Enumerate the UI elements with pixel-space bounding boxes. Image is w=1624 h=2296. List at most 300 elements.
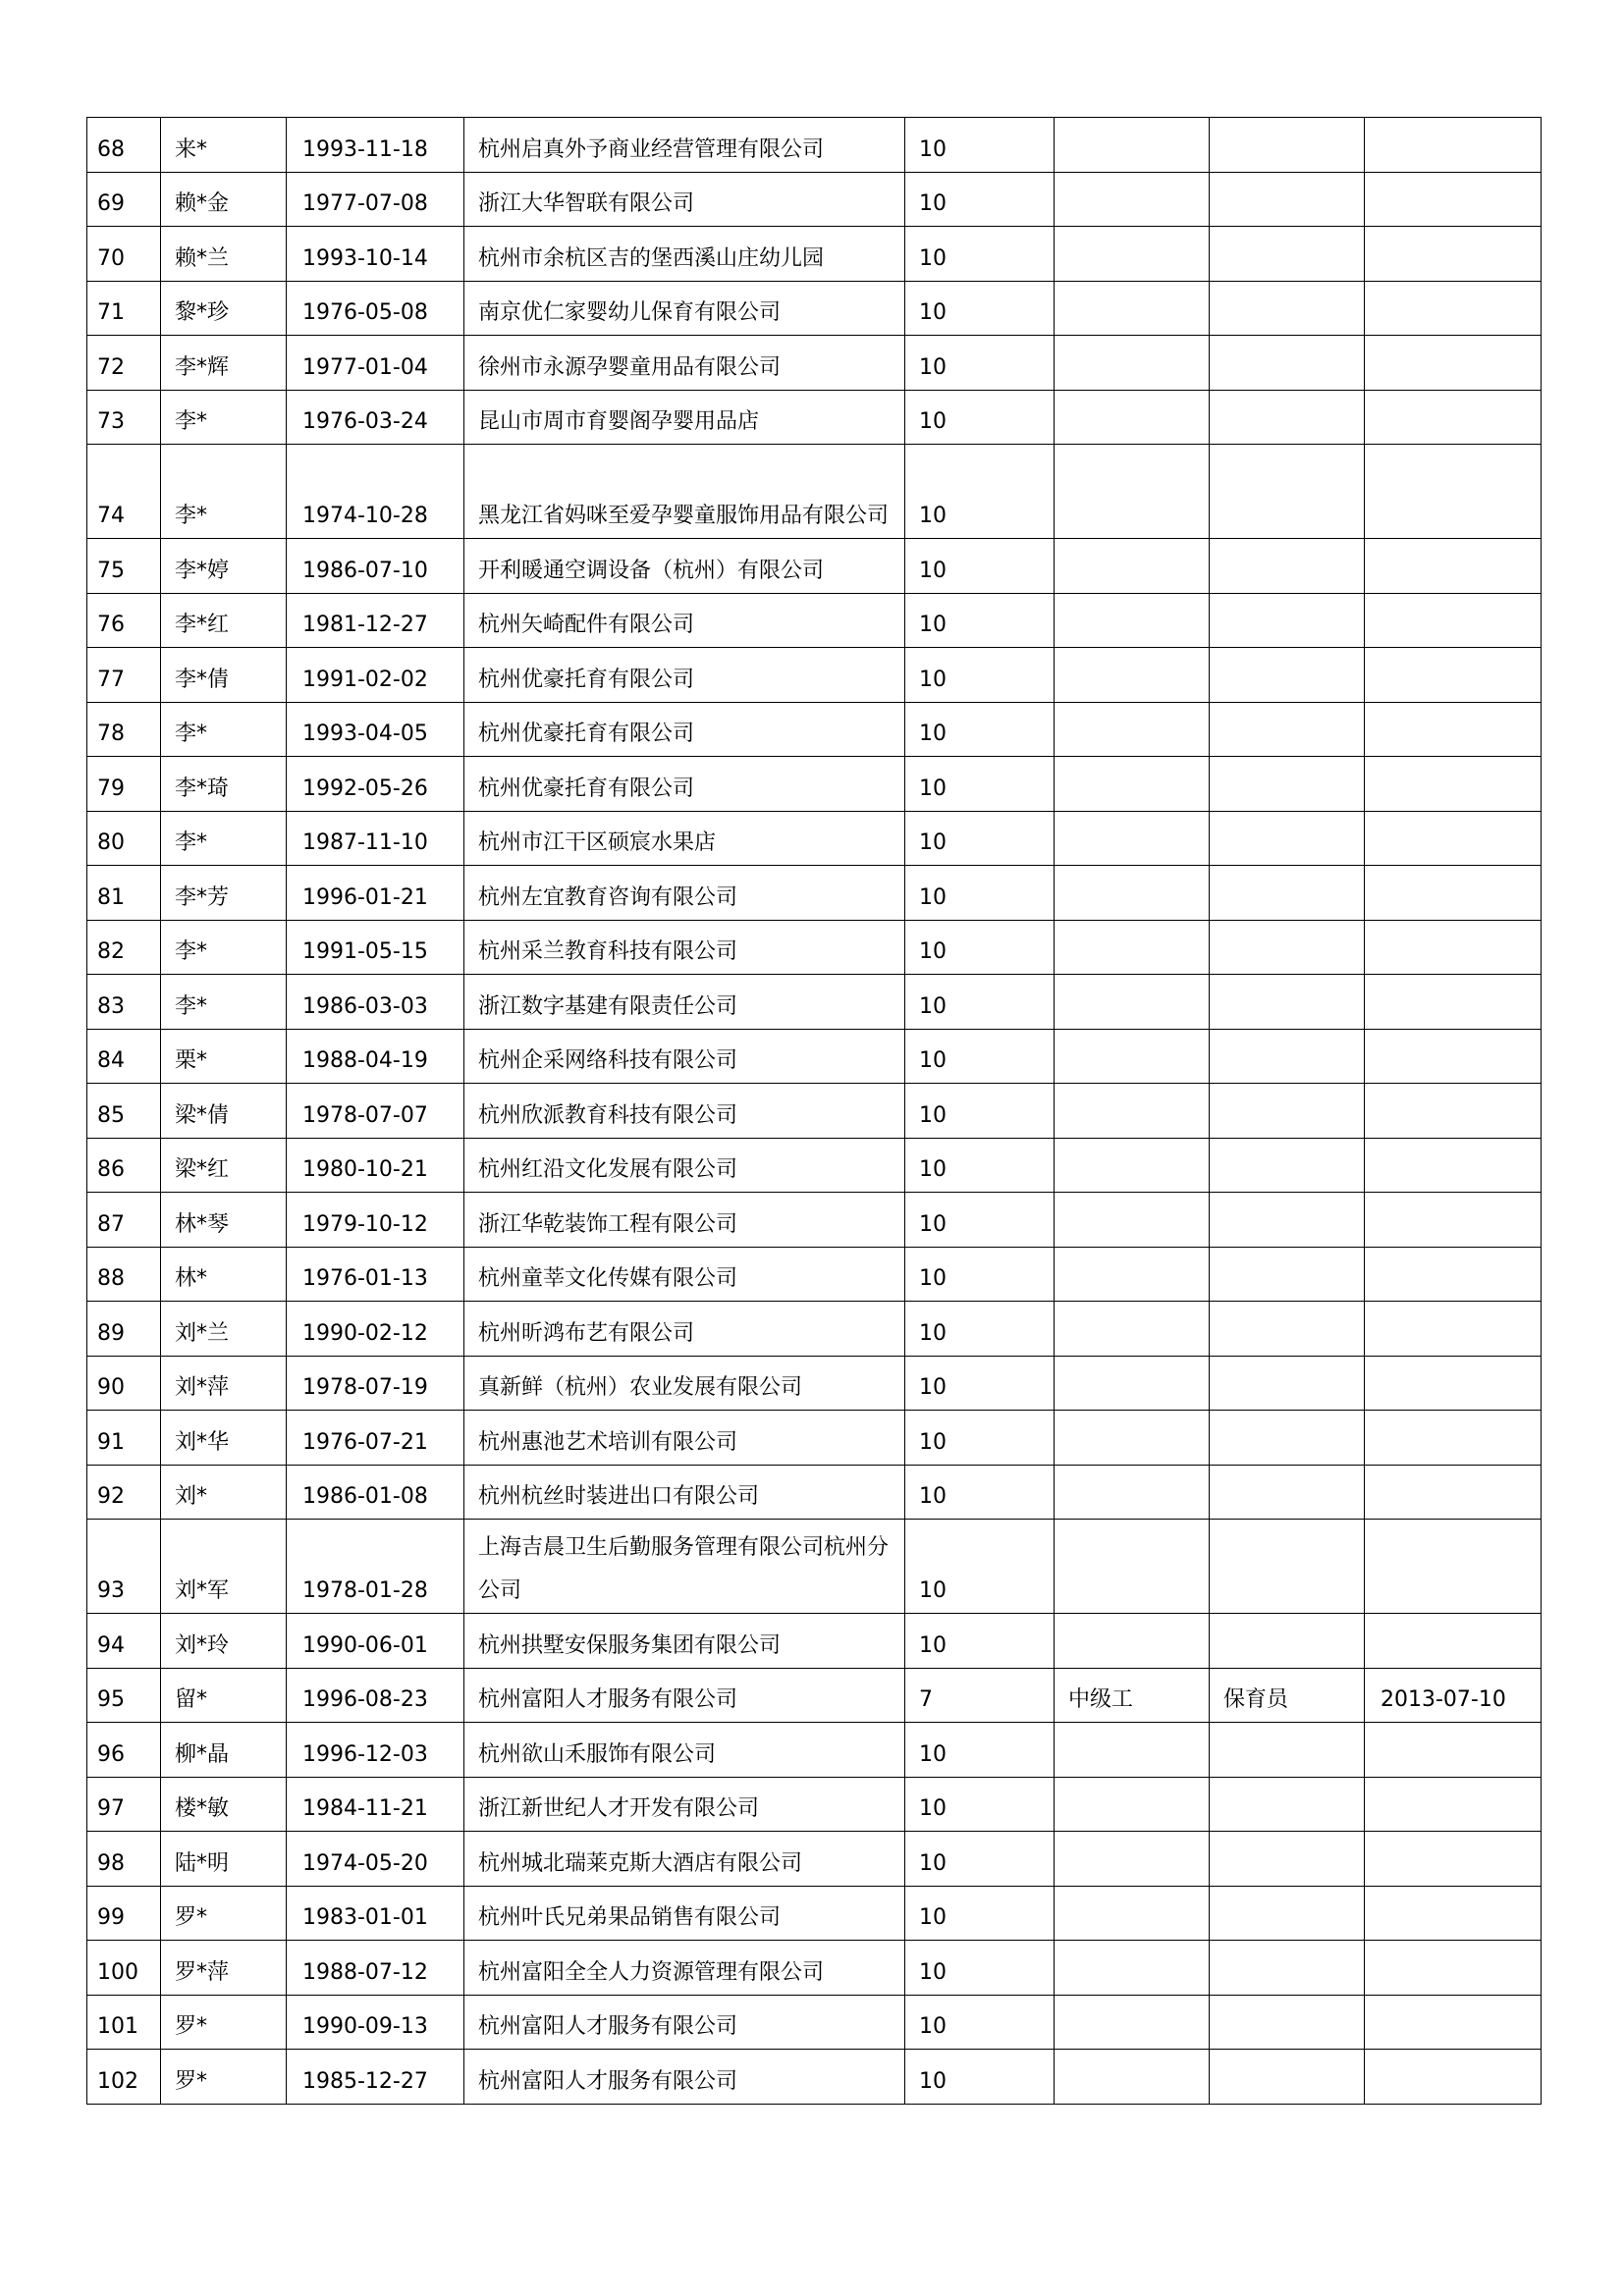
cell-birth-date: 1988-07-12 bbox=[287, 1941, 464, 1996]
cell-skill-level bbox=[1055, 1084, 1210, 1139]
cell-serial-number: 102 bbox=[87, 2050, 161, 2105]
cell-name: 柳*晶 bbox=[161, 1723, 287, 1778]
cell-occupation bbox=[1210, 593, 1365, 648]
table-row bbox=[87, 1084, 1542, 1139]
cell-serial-number: 74 bbox=[87, 445, 161, 539]
cell-company: 杭州昕鸿布艺有限公司 bbox=[464, 1302, 905, 1357]
cell-birth-date: 1978-07-19 bbox=[287, 1356, 464, 1411]
table-row bbox=[87, 1520, 1542, 1614]
table-row bbox=[87, 1029, 1542, 1084]
cell-occupation bbox=[1210, 1941, 1365, 1996]
table-row bbox=[87, 1302, 1542, 1357]
cell-birth-date: 1984-11-21 bbox=[287, 1777, 464, 1832]
table-row bbox=[87, 539, 1542, 594]
cell-company: 杭州启真外予商业经营管理有限公司 bbox=[464, 118, 905, 173]
cell-birth-date: 1991-05-15 bbox=[287, 920, 464, 975]
cell-birth-date: 1980-10-21 bbox=[287, 1138, 464, 1193]
cell-birth-date: 1990-06-01 bbox=[287, 1614, 464, 1669]
cell-serial-number: 95 bbox=[87, 1668, 161, 1723]
table-row bbox=[87, 172, 1542, 227]
cell-name: 刘*玲 bbox=[161, 1614, 287, 1669]
cell-skill-level bbox=[1055, 702, 1210, 757]
cell-birth-date: 1979-10-12 bbox=[287, 1193, 464, 1248]
cell-serial-number: 83 bbox=[87, 975, 161, 1030]
cell-skill-level bbox=[1055, 1247, 1210, 1302]
cell-birth-date: 1988-04-19 bbox=[287, 1029, 464, 1084]
table-row bbox=[87, 227, 1542, 282]
table-row bbox=[87, 336, 1542, 391]
cell-score: 10 bbox=[905, 539, 1055, 594]
cell-serial-number: 79 bbox=[87, 757, 161, 812]
cell-skill-level bbox=[1055, 1614, 1210, 1669]
cell-score: 10 bbox=[905, 227, 1055, 282]
cell-name: 李*婷 bbox=[161, 539, 287, 594]
cell-birth-date: 1993-10-14 bbox=[287, 227, 464, 282]
cell-skill-level bbox=[1055, 1832, 1210, 1887]
cell-score: 10 bbox=[905, 336, 1055, 391]
cell-skill-level bbox=[1055, 1723, 1210, 1778]
cell-occupation bbox=[1210, 866, 1365, 921]
table-row bbox=[87, 2050, 1542, 2105]
cell-name: 李*芳 bbox=[161, 866, 287, 921]
cell-occupation bbox=[1210, 1029, 1365, 1084]
cell-name: 留* bbox=[161, 1668, 287, 1723]
cell-certificate-date bbox=[1365, 1411, 1542, 1466]
cell-name: 刘*华 bbox=[161, 1411, 287, 1466]
table-row bbox=[87, 281, 1542, 336]
cell-name: 李*红 bbox=[161, 593, 287, 648]
cell-occupation bbox=[1210, 2050, 1365, 2105]
cell-occupation bbox=[1210, 1465, 1365, 1520]
cell-certificate-date bbox=[1365, 1302, 1542, 1357]
cell-score: 10 bbox=[905, 757, 1055, 812]
cell-serial-number: 96 bbox=[87, 1723, 161, 1778]
cell-birth-date: 1974-10-28 bbox=[287, 445, 464, 539]
cell-birth-date: 1986-07-10 bbox=[287, 539, 464, 594]
cell-birth-date: 1996-08-23 bbox=[287, 1668, 464, 1723]
cell-skill-level: 中级工 bbox=[1055, 1668, 1210, 1723]
cell-company: 杭州矢崎配件有限公司 bbox=[464, 593, 905, 648]
cell-certificate-date bbox=[1365, 1138, 1542, 1193]
cell-serial-number: 70 bbox=[87, 227, 161, 282]
cell-certificate-date bbox=[1365, 539, 1542, 594]
cell-certificate-date bbox=[1365, 702, 1542, 757]
cell-occupation bbox=[1210, 336, 1365, 391]
table-row bbox=[87, 1356, 1542, 1411]
cell-certificate-date bbox=[1365, 390, 1542, 445]
cell-certificate-date bbox=[1365, 2050, 1542, 2105]
cell-company: 杭州欣派教育科技有限公司 bbox=[464, 1084, 905, 1139]
cell-certificate-date bbox=[1365, 445, 1542, 539]
cell-company: 杭州红沿文化发展有限公司 bbox=[464, 1138, 905, 1193]
cell-skill-level bbox=[1055, 1029, 1210, 1084]
cell-score: 10 bbox=[905, 1941, 1055, 1996]
cell-birth-date: 1991-02-02 bbox=[287, 648, 464, 703]
cell-score: 10 bbox=[905, 390, 1055, 445]
cell-certificate-date bbox=[1365, 172, 1542, 227]
cell-company: 南京优仁家婴幼儿保育有限公司 bbox=[464, 281, 905, 336]
cell-skill-level bbox=[1055, 118, 1210, 173]
cell-name: 李* bbox=[161, 390, 287, 445]
cell-company: 杭州优豪托育有限公司 bbox=[464, 702, 905, 757]
cell-certificate-date bbox=[1365, 118, 1542, 173]
cell-birth-date: 1990-02-12 bbox=[287, 1302, 464, 1357]
cell-birth-date: 1978-07-07 bbox=[287, 1084, 464, 1139]
cell-occupation: 保育员 bbox=[1210, 1668, 1365, 1723]
cell-birth-date: 1986-03-03 bbox=[287, 975, 464, 1030]
cell-occupation bbox=[1210, 1777, 1365, 1832]
cell-birth-date: 1976-01-13 bbox=[287, 1247, 464, 1302]
table-row bbox=[87, 1614, 1542, 1669]
cell-certificate-date bbox=[1365, 1356, 1542, 1411]
cell-certificate-date: 2013-07-10 bbox=[1365, 1668, 1542, 1723]
cell-certificate-date bbox=[1365, 1084, 1542, 1139]
cell-birth-date: 1981-12-27 bbox=[287, 593, 464, 648]
cell-birth-date: 1976-07-21 bbox=[287, 1411, 464, 1466]
cell-skill-level bbox=[1055, 920, 1210, 975]
cell-occupation bbox=[1210, 1614, 1365, 1669]
cell-skill-level bbox=[1055, 1356, 1210, 1411]
cell-score: 10 bbox=[905, 1302, 1055, 1357]
cell-certificate-date bbox=[1365, 1193, 1542, 1248]
cell-score: 10 bbox=[905, 1614, 1055, 1669]
cell-name: 赖*金 bbox=[161, 172, 287, 227]
cell-birth-date: 1996-01-21 bbox=[287, 866, 464, 921]
cell-score: 10 bbox=[905, 1193, 1055, 1248]
cell-name: 李* bbox=[161, 445, 287, 539]
cell-company: 杭州富阳人才服务有限公司 bbox=[464, 1668, 905, 1723]
cell-name: 李* bbox=[161, 920, 287, 975]
cell-company: 杭州采兰教育科技有限公司 bbox=[464, 920, 905, 975]
cell-skill-level bbox=[1055, 1302, 1210, 1357]
cell-company: 浙江华乾装饰工程有限公司 bbox=[464, 1193, 905, 1248]
cell-score: 10 bbox=[905, 975, 1055, 1030]
cell-name: 李*倩 bbox=[161, 648, 287, 703]
cell-score: 10 bbox=[905, 2050, 1055, 2105]
cell-birth-date: 1977-01-04 bbox=[287, 336, 464, 391]
cell-skill-level bbox=[1055, 227, 1210, 282]
cell-serial-number: 90 bbox=[87, 1356, 161, 1411]
table-row bbox=[87, 648, 1542, 703]
cell-skill-level bbox=[1055, 1520, 1210, 1614]
cell-name: 刘* bbox=[161, 1465, 287, 1520]
cell-occupation bbox=[1210, 975, 1365, 1030]
table-row bbox=[87, 811, 1542, 866]
cell-skill-level bbox=[1055, 1995, 1210, 2050]
table-row bbox=[87, 118, 1542, 173]
cell-certificate-date bbox=[1365, 227, 1542, 282]
cell-score: 10 bbox=[905, 1465, 1055, 1520]
cell-birth-date: 1985-12-27 bbox=[287, 2050, 464, 2105]
cell-serial-number: 92 bbox=[87, 1465, 161, 1520]
cell-occupation bbox=[1210, 1520, 1365, 1614]
cell-serial-number: 84 bbox=[87, 1029, 161, 1084]
cell-name: 李*琦 bbox=[161, 757, 287, 812]
cell-company: 杭州欲山禾服饰有限公司 bbox=[464, 1723, 905, 1778]
table-row bbox=[87, 1832, 1542, 1887]
cell-company: 杭州优豪托育有限公司 bbox=[464, 757, 905, 812]
cell-certificate-date bbox=[1365, 1941, 1542, 1996]
cell-serial-number: 72 bbox=[87, 336, 161, 391]
table-row bbox=[87, 975, 1542, 1030]
cell-certificate-date bbox=[1365, 1886, 1542, 1941]
cell-skill-level bbox=[1055, 1777, 1210, 1832]
cell-score: 10 bbox=[905, 1084, 1055, 1139]
cell-birth-date: 1996-12-03 bbox=[287, 1723, 464, 1778]
cell-skill-level bbox=[1055, 539, 1210, 594]
cell-certificate-date bbox=[1365, 1614, 1542, 1669]
cell-certificate-date bbox=[1365, 1777, 1542, 1832]
cell-skill-level bbox=[1055, 1886, 1210, 1941]
cell-skill-level bbox=[1055, 1465, 1210, 1520]
cell-skill-level bbox=[1055, 2050, 1210, 2105]
cell-certificate-date bbox=[1365, 1247, 1542, 1302]
cell-score: 10 bbox=[905, 648, 1055, 703]
cell-skill-level bbox=[1055, 445, 1210, 539]
cell-birth-date: 1974-05-20 bbox=[287, 1832, 464, 1887]
cell-company: 昆山市周市育婴阁孕婴用品店 bbox=[464, 390, 905, 445]
cell-score: 10 bbox=[905, 172, 1055, 227]
cell-company: 浙江数字基建有限责任公司 bbox=[464, 975, 905, 1030]
cell-score: 10 bbox=[905, 1247, 1055, 1302]
cell-birth-date: 1987-11-10 bbox=[287, 811, 464, 866]
cell-name: 罗* bbox=[161, 1886, 287, 1941]
cell-company: 杭州富阳人才服务有限公司 bbox=[464, 1995, 905, 2050]
cell-birth-date: 1986-01-08 bbox=[287, 1465, 464, 1520]
cell-serial-number: 71 bbox=[87, 281, 161, 336]
cell-company: 杭州惠池艺术培训有限公司 bbox=[464, 1411, 905, 1466]
cell-birth-date: 1978-01-28 bbox=[287, 1520, 464, 1614]
cell-certificate-date bbox=[1365, 920, 1542, 975]
cell-certificate-date bbox=[1365, 1465, 1542, 1520]
cell-name: 李*辉 bbox=[161, 336, 287, 391]
cell-certificate-date bbox=[1365, 648, 1542, 703]
cell-score: 10 bbox=[905, 1886, 1055, 1941]
cell-score: 10 bbox=[905, 445, 1055, 539]
cell-score: 10 bbox=[905, 1777, 1055, 1832]
cell-skill-level bbox=[1055, 390, 1210, 445]
cell-certificate-date bbox=[1365, 1995, 1542, 2050]
cell-serial-number: 99 bbox=[87, 1886, 161, 1941]
cell-certificate-date bbox=[1365, 336, 1542, 391]
cell-name: 赖*兰 bbox=[161, 227, 287, 282]
cell-company: 上海吉晨卫生后勤服务管理有限公司杭州分公司 bbox=[464, 1520, 905, 1614]
cell-score: 10 bbox=[905, 1356, 1055, 1411]
cell-certificate-date bbox=[1365, 1832, 1542, 1887]
cell-name: 陆*明 bbox=[161, 1832, 287, 1887]
cell-name: 林*琴 bbox=[161, 1193, 287, 1248]
table-row bbox=[87, 1465, 1542, 1520]
cell-birth-date: 1992-05-26 bbox=[287, 757, 464, 812]
cell-occupation bbox=[1210, 172, 1365, 227]
cell-serial-number: 98 bbox=[87, 1832, 161, 1887]
cell-skill-level bbox=[1055, 336, 1210, 391]
cell-score: 10 bbox=[905, 1832, 1055, 1887]
cell-skill-level bbox=[1055, 866, 1210, 921]
cell-occupation bbox=[1210, 1084, 1365, 1139]
cell-occupation bbox=[1210, 648, 1365, 703]
cell-name: 刘*军 bbox=[161, 1520, 287, 1614]
cell-occupation bbox=[1210, 390, 1365, 445]
cell-certificate-date bbox=[1365, 593, 1542, 648]
cell-birth-date: 1977-07-08 bbox=[287, 172, 464, 227]
cell-skill-level bbox=[1055, 648, 1210, 703]
cell-company: 杭州杭丝时装进出口有限公司 bbox=[464, 1465, 905, 1520]
cell-serial-number: 76 bbox=[87, 593, 161, 648]
table-row bbox=[87, 1193, 1542, 1248]
roster-table-body bbox=[87, 118, 1542, 2105]
cell-occupation bbox=[1210, 118, 1365, 173]
cell-occupation bbox=[1210, 811, 1365, 866]
cell-occupation bbox=[1210, 1411, 1365, 1466]
cell-skill-level bbox=[1055, 281, 1210, 336]
cell-score: 10 bbox=[905, 1029, 1055, 1084]
cell-name: 梁*倩 bbox=[161, 1084, 287, 1139]
cell-occupation bbox=[1210, 1138, 1365, 1193]
cell-certificate-date bbox=[1365, 1029, 1542, 1084]
cell-name: 楼*敏 bbox=[161, 1777, 287, 1832]
table-row bbox=[87, 1138, 1542, 1193]
cell-serial-number: 88 bbox=[87, 1247, 161, 1302]
cell-score: 10 bbox=[905, 1520, 1055, 1614]
cell-name: 罗* bbox=[161, 2050, 287, 2105]
cell-certificate-date bbox=[1365, 975, 1542, 1030]
cell-occupation bbox=[1210, 1886, 1365, 1941]
cell-company: 杭州市余杭区吉的堡西溪山庄幼儿园 bbox=[464, 227, 905, 282]
cell-company: 浙江大华智联有限公司 bbox=[464, 172, 905, 227]
cell-serial-number: 80 bbox=[87, 811, 161, 866]
cell-birth-date: 1976-03-24 bbox=[287, 390, 464, 445]
roster-table bbox=[86, 117, 1542, 2105]
cell-occupation bbox=[1210, 445, 1365, 539]
cell-score: 10 bbox=[905, 702, 1055, 757]
cell-skill-level bbox=[1055, 1941, 1210, 1996]
cell-skill-level bbox=[1055, 1411, 1210, 1466]
cell-name: 李* bbox=[161, 702, 287, 757]
cell-certificate-date bbox=[1365, 757, 1542, 812]
cell-score: 10 bbox=[905, 281, 1055, 336]
cell-serial-number: 87 bbox=[87, 1193, 161, 1248]
cell-score: 10 bbox=[905, 811, 1055, 866]
table-row bbox=[87, 445, 1542, 539]
cell-serial-number: 101 bbox=[87, 1995, 161, 2050]
table-row bbox=[87, 1668, 1542, 1723]
cell-company: 杭州市江干区硕宸水果店 bbox=[464, 811, 905, 866]
cell-serial-number: 81 bbox=[87, 866, 161, 921]
cell-name: 栗* bbox=[161, 1029, 287, 1084]
cell-company: 黑龙江省妈咪至爱孕婴童服饰用品有限公司 bbox=[464, 445, 905, 539]
cell-serial-number: 82 bbox=[87, 920, 161, 975]
cell-serial-number: 94 bbox=[87, 1614, 161, 1669]
cell-occupation bbox=[1210, 1723, 1365, 1778]
cell-score: 10 bbox=[905, 1411, 1055, 1466]
cell-occupation bbox=[1210, 1995, 1365, 2050]
cell-name: 罗* bbox=[161, 1995, 287, 2050]
table-row bbox=[87, 1941, 1542, 1996]
cell-name: 梁*红 bbox=[161, 1138, 287, 1193]
cell-birth-date: 1993-04-05 bbox=[287, 702, 464, 757]
cell-serial-number: 73 bbox=[87, 390, 161, 445]
cell-skill-level bbox=[1055, 172, 1210, 227]
cell-company: 杭州拱墅安保服务集团有限公司 bbox=[464, 1614, 905, 1669]
cell-occupation bbox=[1210, 281, 1365, 336]
cell-skill-level bbox=[1055, 811, 1210, 866]
cell-company: 杭州童莘文化传媒有限公司 bbox=[464, 1247, 905, 1302]
table-row bbox=[87, 1411, 1542, 1466]
cell-serial-number: 91 bbox=[87, 1411, 161, 1466]
cell-score: 7 bbox=[905, 1668, 1055, 1723]
cell-serial-number: 69 bbox=[87, 172, 161, 227]
cell-name: 刘*兰 bbox=[161, 1302, 287, 1357]
cell-skill-level bbox=[1055, 593, 1210, 648]
cell-occupation bbox=[1210, 757, 1365, 812]
cell-skill-level bbox=[1055, 975, 1210, 1030]
cell-occupation bbox=[1210, 1302, 1365, 1357]
cell-company: 真新鲜（杭州）农业发展有限公司 bbox=[464, 1356, 905, 1411]
cell-score: 10 bbox=[905, 1995, 1055, 2050]
cell-serial-number: 89 bbox=[87, 1302, 161, 1357]
cell-occupation bbox=[1210, 920, 1365, 975]
cell-serial-number: 86 bbox=[87, 1138, 161, 1193]
cell-company: 杭州左宜教育咨询有限公司 bbox=[464, 866, 905, 921]
cell-occupation bbox=[1210, 1193, 1365, 1248]
cell-score: 10 bbox=[905, 1723, 1055, 1778]
cell-name: 来* bbox=[161, 118, 287, 173]
table-row bbox=[87, 920, 1542, 975]
table-row bbox=[87, 702, 1542, 757]
table-row bbox=[87, 1247, 1542, 1302]
cell-company: 杭州企采网络科技有限公司 bbox=[464, 1029, 905, 1084]
cell-serial-number: 78 bbox=[87, 702, 161, 757]
table-row bbox=[87, 1723, 1542, 1778]
cell-serial-number: 93 bbox=[87, 1520, 161, 1614]
cell-name: 黎*珍 bbox=[161, 281, 287, 336]
cell-occupation bbox=[1210, 227, 1365, 282]
cell-name: 李* bbox=[161, 811, 287, 866]
cell-company: 杭州优豪托育有限公司 bbox=[464, 648, 905, 703]
cell-certificate-date bbox=[1365, 281, 1542, 336]
cell-serial-number: 75 bbox=[87, 539, 161, 594]
cell-certificate-date bbox=[1365, 1520, 1542, 1614]
cell-birth-date: 1993-11-18 bbox=[287, 118, 464, 173]
cell-company: 开利暖通空调设备（杭州）有限公司 bbox=[464, 539, 905, 594]
cell-skill-level bbox=[1055, 757, 1210, 812]
cell-company: 杭州叶氏兄弟果品销售有限公司 bbox=[464, 1886, 905, 1941]
cell-occupation bbox=[1210, 539, 1365, 594]
cell-name: 林* bbox=[161, 1247, 287, 1302]
cell-certificate-date bbox=[1365, 1723, 1542, 1778]
cell-occupation bbox=[1210, 702, 1365, 757]
cell-occupation bbox=[1210, 1247, 1365, 1302]
table-row bbox=[87, 757, 1542, 812]
cell-company: 杭州富阳人才服务有限公司 bbox=[464, 2050, 905, 2105]
table-row bbox=[87, 1886, 1542, 1941]
cell-certificate-date bbox=[1365, 811, 1542, 866]
cell-skill-level bbox=[1055, 1138, 1210, 1193]
cell-score: 10 bbox=[905, 866, 1055, 921]
table-row bbox=[87, 866, 1542, 921]
cell-serial-number: 100 bbox=[87, 1941, 161, 1996]
cell-company: 徐州市永源孕婴童用品有限公司 bbox=[464, 336, 905, 391]
cell-company: 杭州富阳全全人力资源管理有限公司 bbox=[464, 1941, 905, 1996]
cell-birth-date: 1990-09-13 bbox=[287, 1995, 464, 2050]
cell-name: 罗*萍 bbox=[161, 1941, 287, 1996]
table-row bbox=[87, 390, 1542, 445]
cell-score: 10 bbox=[905, 593, 1055, 648]
cell-score: 10 bbox=[905, 1138, 1055, 1193]
table-row bbox=[87, 593, 1542, 648]
cell-occupation bbox=[1210, 1832, 1365, 1887]
